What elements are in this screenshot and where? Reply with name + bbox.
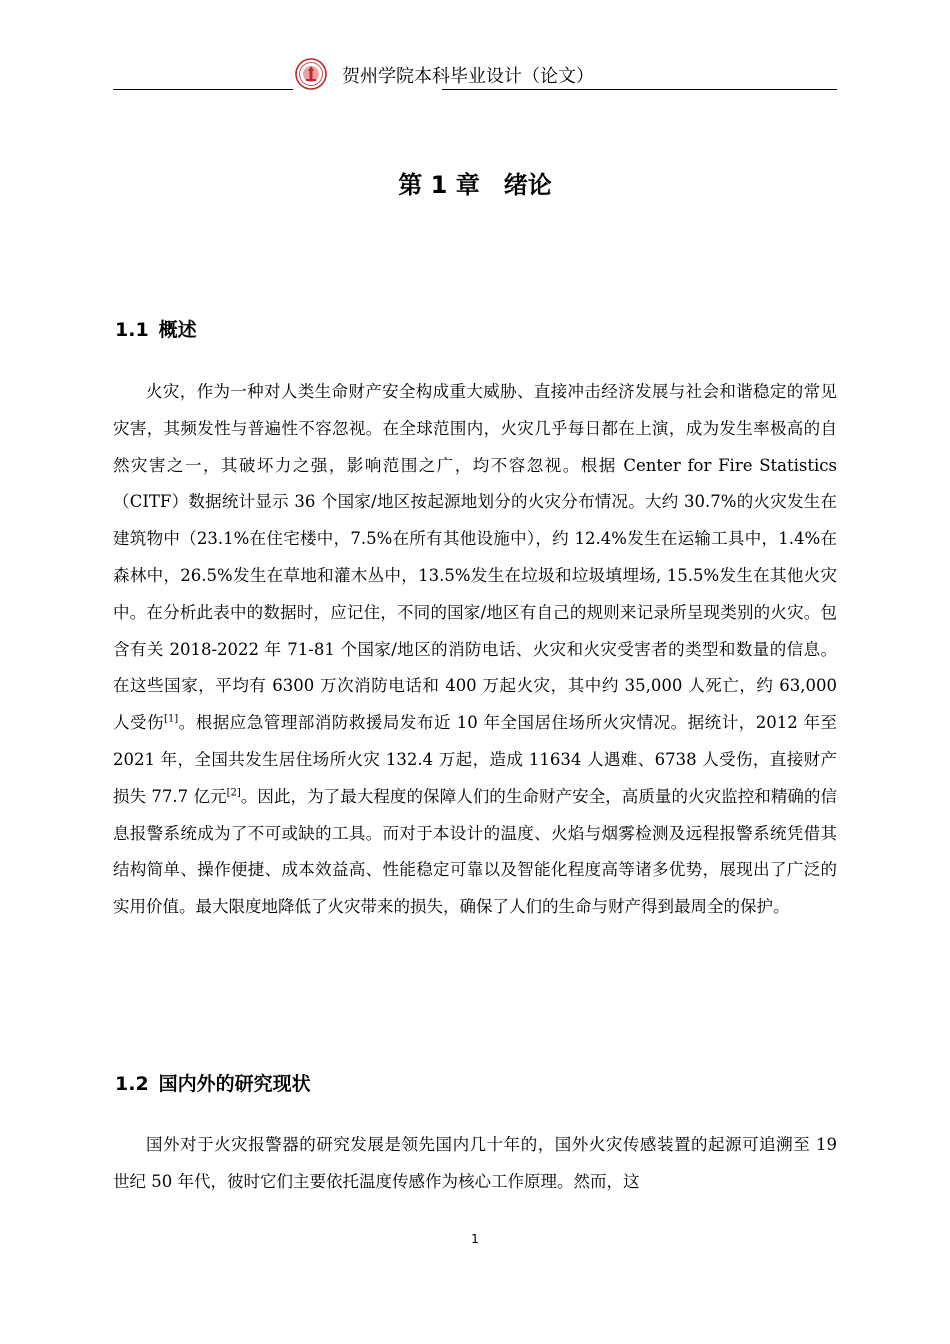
page-header [113, 58, 837, 92]
chapter-title: 第 1 章 绪论 [398, 171, 552, 199]
overview-paragraph [113, 374, 837, 926]
paragraph-text: 。根据应急管理部消防救援局发布近 10 年全国居住场所火灾情况。据统计，2012 年至 2021 年，全国共发生居住场所火灾 132.4 万起，造成 11634 人遇难、6738 人受伤，直接财产损失 77.7 亿元 [113, 713, 837, 806]
section-heading-research-status [115, 1069, 311, 1096]
header-title: 贺州学院本科毕业设计（论文） [342, 66, 594, 87]
section-number: 1.2 [115, 1073, 149, 1095]
paragraph-text: 。因此，为了最大程度的保障人们的生命财产安全，高质量的火灾监控和精确的信息报警系统成为了不可或缺的工具。而对于本设计的温度、火焰与烟雾检测及远程报警系统凭借其结构简单、操作便捷、成本效益高、性能稳定可靠以及智能化程度高等诸多优势，展现出了广泛的实用价值。最大限度地降低了火灾带来的损失，确保了人们的生命与财产得到最周全的保护。 [113, 786, 838, 917]
section-heading-overview [115, 315, 197, 342]
page-number: 1 [471, 1232, 479, 1246]
citation-ref-2: [2] [226, 787, 241, 799]
paragraph-text: 火灾，作为一种对人类生命财产安全构成重大威胁、直接冲击经济发展与社会和谐稳定的常见灾害，其频发性与普遍性不容忽视。在全球范围内，火灾几乎每日都在上演，成为发生率极高的自然灾害之一，其破坏力之强，影响范围之广，均不容忽视。根据 Center for Fire Statistics（CITF）数据统计显示 36 个国家/地区按起源地划分的火灾分布情况。大约 30.7%的火灾发生在建筑物中（23.1%在住宅楼中，7.5%在所有其他设施中），约 12.4%发生在运输工具中，1.4%在森林中，26.5%发生在草地和灌木丛中，13.5%发生在垃圾和垃圾填埋场, 15.5%发生在其他火灾中。在分析此表中的数据时，应记住，不同的国家/地区有自己的规则来记录所呈现类别的火灾。包含有关 2018-2022 年 71-81 个国家/地区的消防电话、火灾和火灾受害者的类型和数量的信息。在这些国家，平均有 6300 万次消防电话和 400 万起火灾，其中约 35,000 人死亡，约 63,000 人受伤 [113, 382, 837, 733]
section-title: 概述 [158, 319, 197, 341]
research-status-paragraph [113, 1127, 837, 1201]
paragraph-text: 国外对于火灾报警器的研究发展是领先国内几十年的，国外火灾传感装置的起源可追溯至 19 世纪 50 年代，彼时它们主要依托温度传感作为核心工作原理。然而，这 [113, 1135, 837, 1191]
section-title: 国内外的研究现状 [158, 1073, 311, 1095]
section-number: 1.1 [115, 319, 149, 341]
header-rule-left [113, 89, 293, 90]
header-rule-right [442, 89, 837, 90]
university-seal-icon [295, 58, 327, 90]
citation-ref-1: [1] [164, 713, 179, 725]
